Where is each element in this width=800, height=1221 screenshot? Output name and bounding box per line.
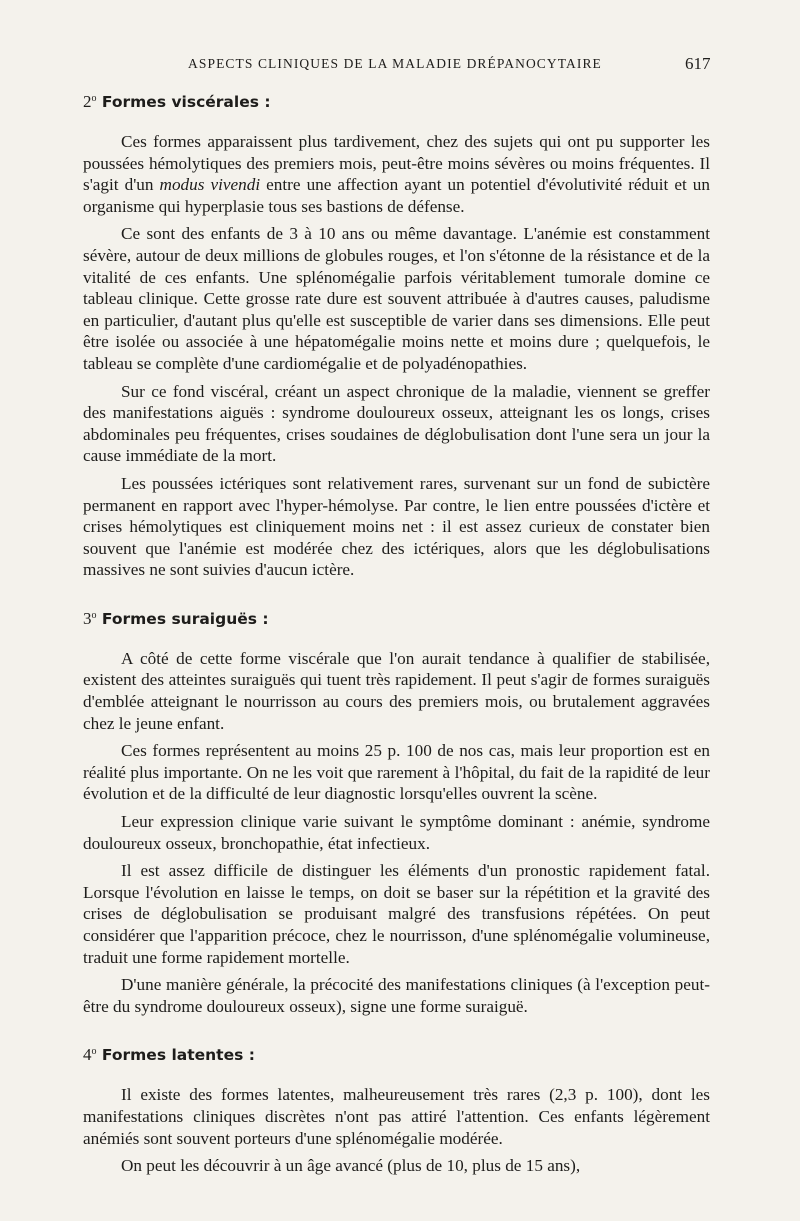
page-number: 617 [685, 54, 711, 73]
section-heading-formes-viscerales: 2$^o$ Formes viscérales : [83, 92, 271, 111]
paragraph: On peut les découvrir à un âge avancé (plus de 10, plus de 15 ans), [121, 1156, 581, 1176]
paragraph: D'une manière générale, la précocité des manifestations cliniques (à l'exception peut-être du syndrome douloureux osseux), signe une forme suraiguë. [83, 975, 710, 1016]
paragraph: Ce sont des enfants de 3 à 10 ans ou même davantage. L'anémie est constamment sévère, autour de deux millions de globules rouges, et l'on s'étonne de la résistance et de la vitalité de ces enfants. Une splénomégalie parfois véritablement tumorale domine ce tableau clinique. Cette grosse rate dure est souvent attribuée à d'autres causes, paludisme en particulier, d'autant plus qu'elle est susceptible de varier dans ses dimensions. Elle peut être isolée ou associée à une hépatomégalie moins nette et moins dure ; quelquefois, le tableau se complète d'une cardiomégalie et de polyadénopathies. [83, 224, 710, 373]
paragraph: Leur expression clinique varie suivant le symptôme dominant : anémie, syndrome douloureux osseux, bronchopathie, état infectieux. [83, 812, 710, 853]
section-title: Formes viscérales : [101, 93, 271, 111]
running-title: ASPECTS CLINIQUES DE LA MALADIE DRÉPANOCYTAIRE [188, 56, 602, 71]
running-header [0, 56, 800, 80]
paragraph: A côté de cette forme viscérale que l'on aurait tendance à qualifier de stabilisée, existent des atteintes suraiguës qui tuent très rapidement. Il peut s'agir de formes suraiguës d'emblée atteignant le nourrisson au cours des premiers mois, ou brutalement aggravées chez le jeune enfant. [83, 648, 710, 733]
body-text [83, 88, 710, 1177]
section-number: 3 [83, 608, 92, 628]
section-title: Formes latentes : [101, 1046, 255, 1065]
paragraph: Il existe des formes latentes, malheureusement très rares (2,3 p. 100), dont les manifestations cliniques discrètes n'ont pas attiré l'attention. Ces enfants légèrement anémiés sont souvent porteurs d'une splénomégalie modérée. [83, 1085, 710, 1148]
paragraph: Il est assez difficile de distinguer les éléments d'un pronostic rapidement fatal. Lorsque l'évolution en laisse le temps, on doit se baser sur la répétition et la gravité des crises de déglobulisation se produisant malgré des transfusions répétées. On peut considérer que l'apparition précoce, chez le nourrisson, d'une splénomégalie volumineuse, traduit une forme rapidement mortelle. [83, 861, 710, 967]
paragraph: Sur ce fond viscéral, créant un aspect chronique de la maladie, viennent se greffer des manifestations aiguës : syndrome douloureux osseux, atteignant les os longs, crises abdominales peu fréquentes, crises soudaines de déglobulisation dont l'une sera un jour la cause immédiate de la mort. [83, 381, 710, 466]
italic-term: modus vivendi [159, 175, 261, 195]
paragraph: Ces formes apparaissent plus tardivement, chez des sujets qui ont pu supporter les poussées hémolytiques des premiers mois, peut-être moins sévères ou moins fréquentes. Il s'agit d'un modus vivendi entre une affection ayant un potentiel d'évolutivité réduit et un organisme qui hyperplasie tous ses bastions de défense. [83, 132, 710, 216]
paragraph: Ces formes représentent au moins 25 p. 100 de nos cas, mais leur proportion est en réalité plus importante. On ne les voit que rarement à l'hôpital, du fait de la rapidité de leur évolution et de la difficulté de leur diagnostic lorsqu'elles ouvrent la scène. [83, 741, 710, 804]
section-heading-formes-latentes: 4$^o$ Formes latentes : [83, 1045, 255, 1065]
paragraph: Les poussées ictériques sont relativement rares, survenant sur un fond de subictère permanent en rapport avec l'hyper-hémolyse. Par contre, le lien entre poussées d'ictère et crises hémolytiques est cliniquement moins net : il est assez curieux de constater bien souvent que l'anémie est modérée chez des ictériques, alors que les déglobulisations massives ne sont suivies d'aucun ictère. [83, 473, 710, 580]
section-heading-formes-suraigues: 3$^o$ Formes suraiguës : [83, 608, 269, 628]
section-number: 4 [83, 1045, 92, 1065]
section-title: Formes suraiguës : [101, 609, 269, 628]
section-number: 2 [83, 92, 92, 111]
